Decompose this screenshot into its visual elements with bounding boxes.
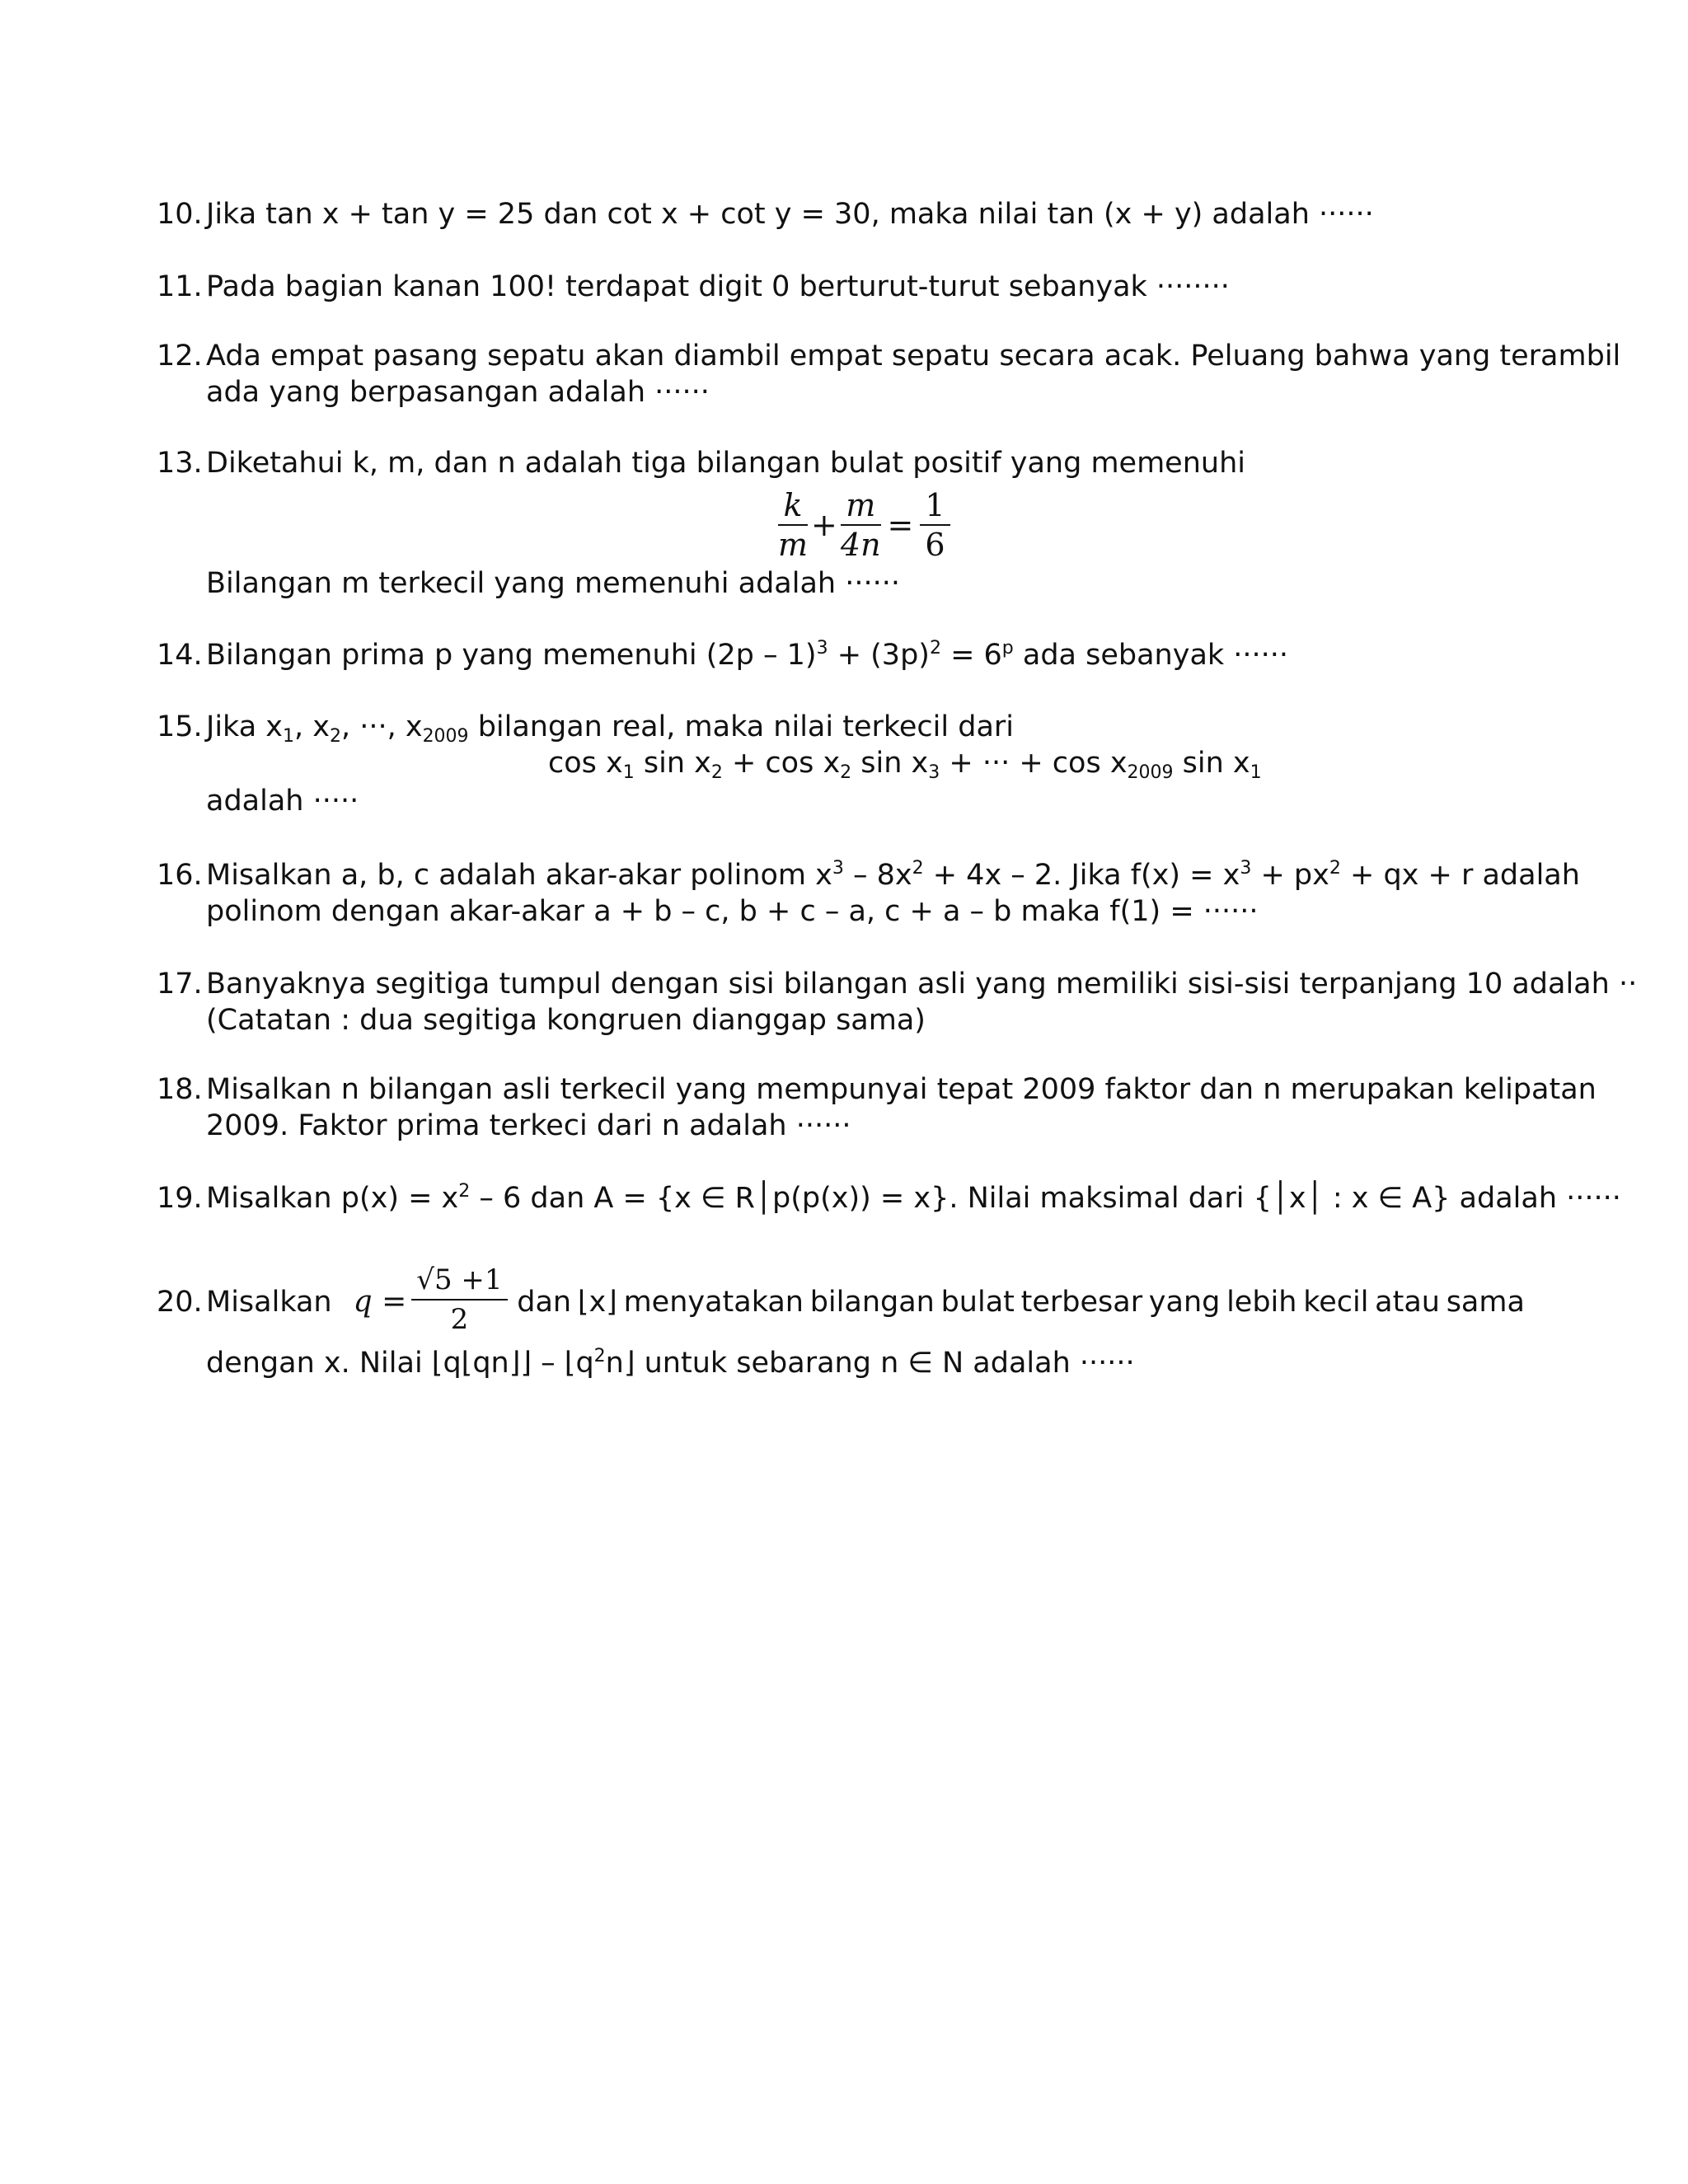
problem-number: 11. bbox=[157, 270, 203, 303]
equation-km bbox=[775, 486, 954, 564]
word: menyatakan bbox=[623, 1286, 804, 1319]
subscript: 2 bbox=[710, 762, 723, 783]
text-part: + px bbox=[1251, 859, 1329, 892]
text-part: – 6 dan A = {x ∈ R│p(p(x)) = x}. Nilai maksimal dari {│x│ : x ∈ A} adalah ······ bbox=[470, 1182, 1621, 1215]
word: yang bbox=[1148, 1286, 1221, 1319]
problem-number: 12. bbox=[157, 340, 203, 373]
plus-sign: + bbox=[811, 507, 837, 543]
denominator: 4n bbox=[840, 527, 881, 563]
word: sama bbox=[1446, 1286, 1525, 1319]
problem-number: 16. bbox=[157, 859, 203, 892]
subscript: 2 bbox=[329, 726, 341, 747]
problem-text bbox=[206, 857, 1580, 930]
text-part: cos x bbox=[548, 747, 623, 780]
text-part: bilangan real, maka nilai terkecil dari bbox=[468, 710, 1015, 743]
superscript: 3 bbox=[832, 858, 844, 879]
text-part: Misalkan p(x) = x bbox=[206, 1182, 459, 1215]
subscript: 2 bbox=[840, 762, 852, 783]
text-part: + 4x – 2. Jika f(x) = x bbox=[923, 859, 1240, 892]
word: bilangan bbox=[809, 1286, 935, 1319]
superscript: 3 bbox=[816, 638, 828, 658]
problem-number: 13. bbox=[157, 447, 203, 480]
text-part: + ··· + cos x bbox=[940, 747, 1128, 780]
problem-number: 10. bbox=[157, 198, 203, 231]
subscript: 3 bbox=[928, 762, 940, 783]
problem-line bbox=[206, 1345, 1135, 1381]
denominator: 2 bbox=[450, 1303, 469, 1336]
problem-line: 2009. Faktor prima terkeci dari n adalah ······ bbox=[206, 1109, 851, 1142]
superscript: 2 bbox=[1329, 858, 1341, 879]
superscript: 2 bbox=[458, 1181, 471, 1202]
text-part: Bilangan prima p yang memenuhi (2p – 1) bbox=[206, 639, 817, 672]
text-part: , ···, x bbox=[340, 710, 423, 743]
problem-text bbox=[206, 445, 1245, 481]
problem-line: Bilangan m terkecil yang memenuhi adalah ······ bbox=[206, 567, 900, 600]
problem-line: Ada empat pasang sepatu akan diambil empat sepatu secara acak. Peluang bahwa yang terambil bbox=[206, 340, 1621, 373]
subscript: 1 bbox=[283, 726, 294, 747]
problem-number: 14. bbox=[157, 639, 203, 672]
problem-number: 18. bbox=[157, 1073, 203, 1106]
problem-text bbox=[206, 709, 1014, 745]
problem-text: Pada bagian kanan 100! terdapat digit 0 berturut-turut sebanyak ········ bbox=[206, 270, 1230, 303]
superscript: 2 bbox=[593, 1346, 606, 1366]
subscript: 1 bbox=[622, 762, 635, 783]
subscript: 1 bbox=[1250, 762, 1262, 783]
problem-line: Misalkan n bilangan asli terkecil yang mempunyai tepat 2009 faktor dan n merupakan kelipatan bbox=[206, 1073, 1597, 1106]
problem-line: Diketahui k, m, dan n adalah tiga bilangan bulat positif yang memenuhi bbox=[206, 447, 1245, 480]
problem-text bbox=[206, 1071, 1597, 1144]
word: lebih bbox=[1226, 1286, 1297, 1319]
text-part: – 8x bbox=[843, 859, 912, 892]
superscript: p bbox=[1001, 638, 1014, 658]
numerator: k bbox=[778, 486, 808, 526]
fraction-golden-ratio bbox=[411, 1261, 507, 1338]
text-part: ada sebanyak ······ bbox=[1013, 639, 1289, 672]
problem-15-expression bbox=[548, 745, 1262, 781]
word: Misalkan bbox=[206, 1286, 332, 1319]
problem-line bbox=[206, 1263, 1525, 1336]
problem-text bbox=[206, 637, 1288, 673]
problem-number: 15. bbox=[157, 710, 203, 743]
word: kecil bbox=[1303, 1286, 1369, 1319]
text-part: sin x bbox=[851, 747, 929, 780]
superscript: 2 bbox=[929, 638, 941, 658]
text-part: n⌋ untuk sebarang n ∈ N adalah ······ bbox=[605, 1347, 1135, 1380]
problem-line: polinom dengan akar-akar a + b – c, b + c – a, c + a – b maka f(1) = ······ bbox=[206, 895, 1259, 928]
denominator: 6 bbox=[925, 527, 945, 563]
word: bulat bbox=[940, 1286, 1015, 1319]
text-part: dengan x. Nilai ⌊q⌊qn⌋⌋ – ⌊q bbox=[206, 1347, 594, 1380]
word-group bbox=[206, 1263, 511, 1338]
problem-number: 17. bbox=[157, 968, 203, 1001]
word: atau bbox=[1375, 1286, 1440, 1319]
text-part: + qx + r adalah bbox=[1340, 859, 1580, 892]
numerator: m bbox=[841, 486, 881, 526]
superscript: 2 bbox=[912, 858, 924, 879]
text-part: , x bbox=[294, 710, 330, 743]
problem-text bbox=[206, 338, 1620, 410]
problem-text bbox=[206, 966, 1637, 1038]
problem-line bbox=[206, 857, 1580, 893]
text-part: Misalkan a, b, c adalah akar-akar polinom x bbox=[206, 859, 832, 892]
text-part: sin x bbox=[634, 747, 711, 780]
denominator: m bbox=[778, 527, 809, 563]
superscript: 3 bbox=[1240, 858, 1252, 879]
equals-sign: = bbox=[887, 507, 914, 543]
problem-line: ada yang berpasangan adalah ······ bbox=[206, 376, 710, 409]
floor-x: ⌊x⌋ bbox=[577, 1286, 617, 1319]
text-part: = 6 bbox=[940, 639, 1002, 672]
numerator: √5 +1 bbox=[411, 1261, 507, 1301]
text-part: sin x bbox=[1173, 747, 1250, 780]
problem-line: Banyaknya segitiga tumpul dengan sisi bilangan asli yang memiliki sisi-sisi terpanjang 10 adalah ·· bbox=[206, 968, 1638, 1001]
text-part: + (3p) bbox=[828, 639, 930, 672]
word: dan bbox=[517, 1286, 572, 1319]
problem-number: 19. bbox=[157, 1182, 203, 1215]
problem-number: 20. bbox=[157, 1286, 203, 1319]
subscript: 2009 bbox=[1127, 762, 1174, 783]
numerator: 1 bbox=[920, 486, 950, 526]
q-variable: q = bbox=[353, 1285, 407, 1319]
fraction-1-over-6 bbox=[920, 486, 950, 564]
problem-line: adalah ····· bbox=[206, 785, 359, 818]
fraction-m-over-4n bbox=[841, 486, 881, 564]
text-part: + cos x bbox=[722, 747, 841, 780]
subscript: 2009 bbox=[422, 726, 469, 747]
problem-line: (Catatan : dua segitiga kongruen dianggap sama) bbox=[206, 1004, 926, 1037]
fraction-k-over-m bbox=[778, 486, 808, 564]
problem-text bbox=[206, 1180, 1621, 1216]
problem-text: Jika tan x + tan y = 25 dan cot x + cot y = 30, maka nilai tan (x + y) adalah ······ bbox=[206, 198, 1374, 231]
text-part: Jika x bbox=[206, 710, 283, 743]
word: terbesar bbox=[1020, 1286, 1143, 1319]
